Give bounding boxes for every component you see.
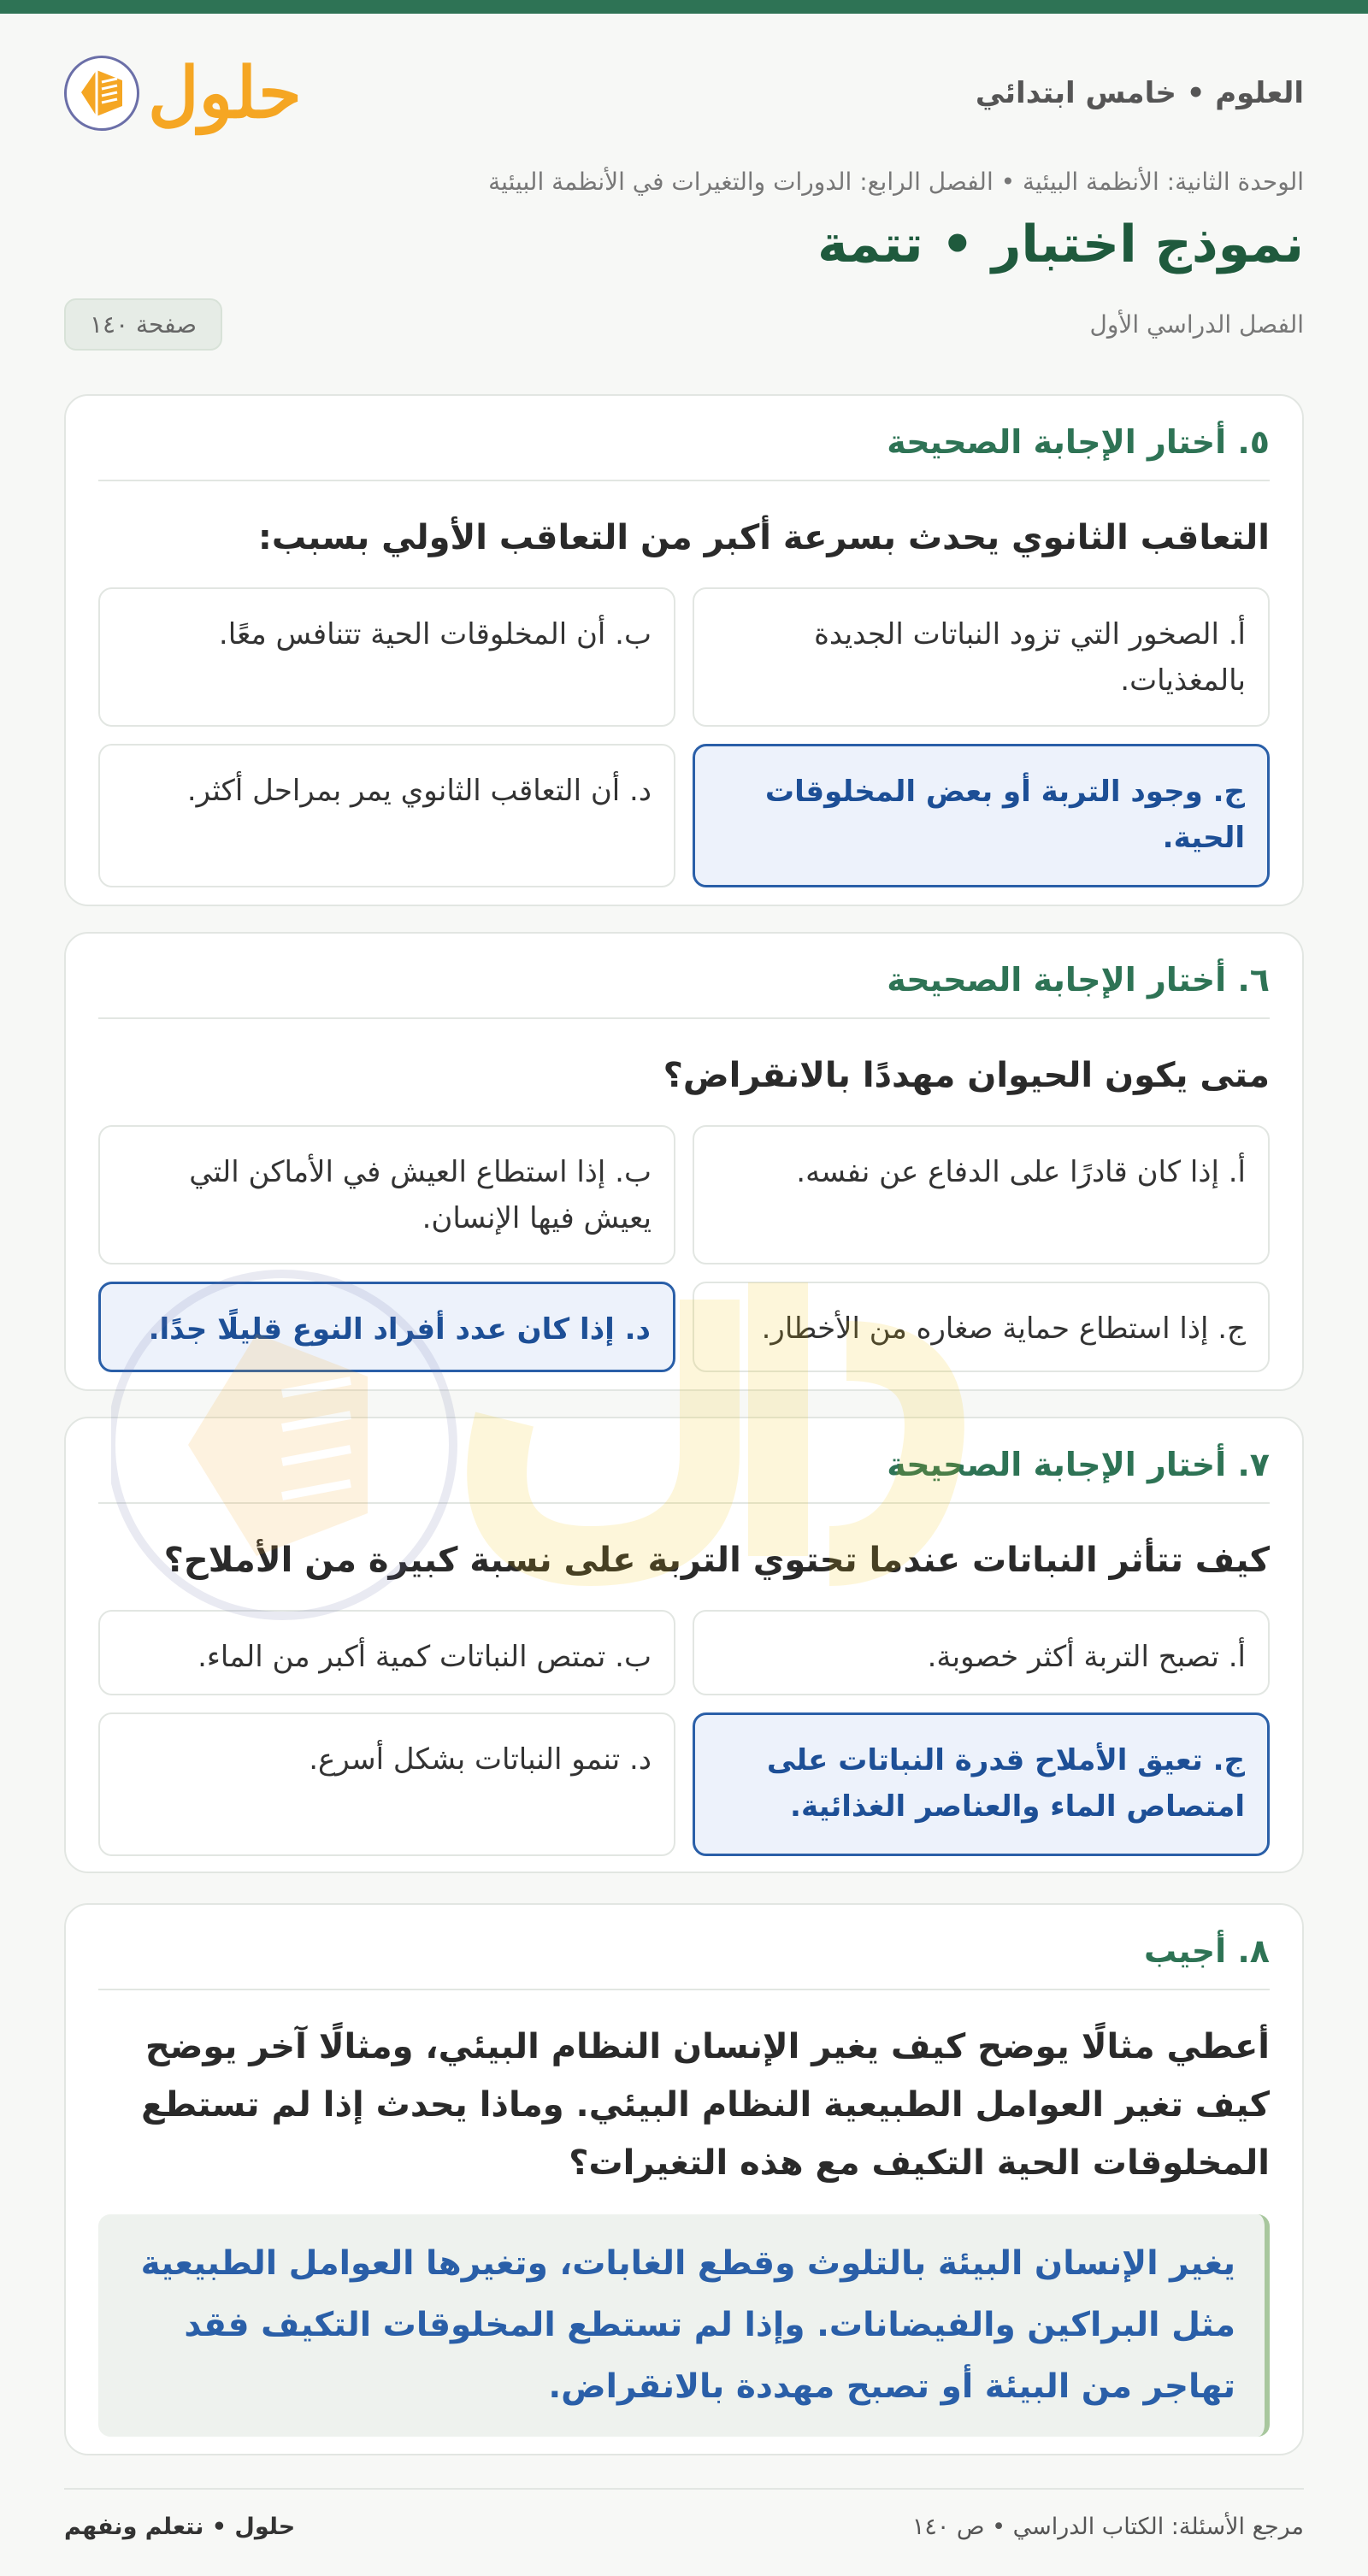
top-accent-bar (0, 0, 1368, 14)
question-heading: ٥. أختار الإجابة الصحيحة (98, 396, 1270, 481)
book-logo-icon (64, 56, 139, 131)
question-heading: ٨. أجيب (98, 1905, 1270, 1990)
options-grid (98, 1125, 1270, 1372)
option-d[interactable]: د. أن التعاقب الثانوي يمر بمراحل أكثر. (98, 744, 675, 887)
option-c[interactable]: ج. إذا استطاع حماية صغاره من الأخطار. (693, 1282, 1270, 1372)
footer-brand: حلول • نتعلم ونفهم (64, 2514, 296, 2540)
header-row (64, 14, 1304, 173)
question-text: كيف تتأثر النباتات عندما تحتوي التربة على نسبة كبيرة من الأملاح؟ (163, 1541, 1270, 1580)
option-b[interactable]: ب. تمتص النباتات كمية أكبر من الماء. (98, 1610, 675, 1695)
question-text: التعاقب الثانوي يحدث بسرعة أكبر من التعاقب الأولي بسبب: (257, 518, 1270, 557)
logo-wordmark: حلول (148, 52, 302, 134)
options-grid (98, 587, 1270, 887)
term-label: الفصل الدراسي الأول (1089, 310, 1304, 339)
option-a[interactable]: أ. الصخور التي تزود النباتات الجديدة بالمغذيات. (693, 587, 1270, 727)
subject-label: العلوم • خامس ابتدائي (975, 76, 1304, 110)
question-card-8 (64, 1903, 1304, 2455)
option-a[interactable]: أ. إذا كان قادرًا على الدفاع عن نفسه. (693, 1125, 1270, 1264)
option-c-correct[interactable]: ج. تعيق الأملاح قدرة النباتات على امتصاص الماء والعناصر الغذائية. (693, 1712, 1270, 1856)
question-heading: ٦. أختار الإجابة الصحيحة (98, 934, 1270, 1019)
options-grid (98, 1610, 1270, 1856)
reference-text: مرجع الأسئلة: الكتاب الدراسي • ص ١٤٠ (911, 2514, 1304, 2540)
question-card-7 (64, 1417, 1304, 1873)
option-d[interactable]: د. تنمو النباتات بشكل أسرع. (98, 1712, 675, 1856)
answer-box: يغير الإنسان البيئة بالتلوث وقطع الغابات، وتغيرها العوامل الطبيعية مثل البراكين والفيضانات. وإذا لم تستطع المخلوقات التكيف فقد تهاجر من البيئة أو تصبح مهددة بالانقراض. (98, 2214, 1270, 2437)
question-text: أعطي مثالًا يوضح كيف يغير الإنسان النظام البيئي، ومثالًا آخر يوضح كيف تغير العوامل الطبيعية النظام البيئي. وماذا يحدث إذا لم تستطع المخلوقات الحية التكيف مع هذه التغيرات؟ (141, 2027, 1270, 2183)
option-c-correct[interactable]: ج. وجود التربة أو بعض المخلوقات الحية. (693, 744, 1270, 887)
page-number-badge: صفحة ١٤٠ (64, 298, 222, 351)
option-d-correct[interactable]: د. إذا كان عدد أفراد النوع قليلًا جدًا. (98, 1282, 675, 1372)
unit-breadcrumb: الوحدة الثانية: الأنظمة البيئية • الفصل الرابع: الدورات والتغيرات في الأنظمة البيئية (488, 168, 1304, 196)
page-footer (64, 2488, 1304, 2540)
page-header (0, 14, 1368, 351)
question-card-5 (64, 394, 1304, 906)
brand-logo (64, 52, 302, 134)
question-card-6 (64, 932, 1304, 1391)
page-title: نموذج اختبار • تتمة (817, 215, 1304, 274)
question-heading: ٧. أختار الإجابة الصحيحة (98, 1418, 1270, 1504)
meta-row (64, 298, 1304, 351)
question-text: متى يكون الحيوان مهددًا بالانقراض؟ (663, 1056, 1270, 1095)
option-a[interactable]: أ. تصبح التربة أكثر خصوبة. (693, 1610, 1270, 1695)
option-b[interactable]: ب. أن المخلوقات الحية تتنافس معًا. (98, 587, 675, 727)
option-b[interactable]: ب. إذا استطاع العيش في الأماكن التي يعيش فيها الإنسان. (98, 1125, 675, 1264)
